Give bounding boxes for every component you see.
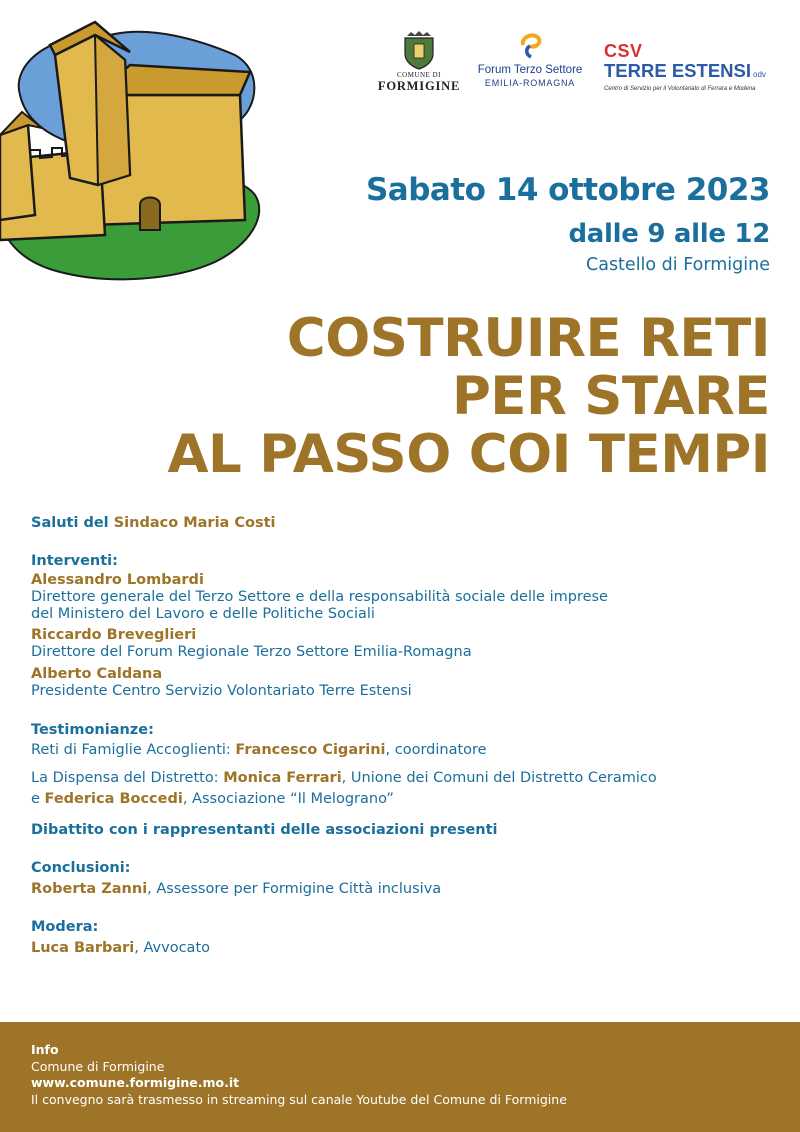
csv-terre-estensi-logo	[604, 42, 794, 92]
forum-line1: Forum Terzo Settore	[477, 64, 583, 76]
testimony-suffix: , Unione dei Comuni del Distretto Ceramico	[341, 770, 657, 786]
testimony-name: Francesco Cigarini	[235, 742, 386, 758]
forum-swirl-icon	[513, 30, 547, 60]
footer-url-link[interactable]: www.comune.formigine.mo.it	[31, 1075, 240, 1090]
testimony-line	[31, 742, 781, 759]
castle-illustration	[0, 0, 270, 285]
testimony-prefix: La Dispensa del Distretto:	[31, 770, 224, 786]
footer-comune: Comune di Formigine	[31, 1058, 165, 1074]
program	[31, 515, 781, 957]
csv-subtitle: Centro di Servizio per il Volontariato di Ferrara e Modena	[604, 86, 756, 92]
csv-label: CSV	[604, 41, 643, 61]
footer-info-label: Info	[31, 1042, 59, 1057]
speaker-name: Alessandro Lombardi	[31, 572, 204, 588]
dibattito-line: Dibattito con i rappresentanti delle associazioni presenti	[31, 822, 498, 838]
event-time: dalle 9 alle 12	[568, 219, 770, 249]
saluti-name: Sindaco Maria Costi	[113, 515, 276, 531]
interventi-heading: Interventi:	[31, 553, 118, 569]
forum-line2: EMILIA-ROMAGNA	[484, 78, 576, 88]
saluti-line	[31, 515, 781, 532]
testimony-line	[31, 770, 781, 787]
title-line-3: AL PASSO COI TEMPI	[167, 424, 770, 485]
speaker-role: Direttore generale del Terzo Settore e della responsabilità sociale delle imprese	[31, 589, 608, 605]
footer-streaming-note: Il convegno sarà trasmesso in streaming sul canale Youtube del Comune di Formigine	[31, 1091, 567, 1107]
modera-suffix: , Avvocato	[134, 940, 211, 956]
event-venue: Castello di Formigine	[586, 255, 770, 275]
formigine-big-label: FORMIGINE	[377, 79, 461, 93]
event-info	[366, 168, 770, 278]
speaker-role: del Ministero del Lavoro e delle Politiche Sociali	[31, 606, 375, 622]
speaker-role: Direttore del Forum Regionale Terzo Settore Emilia-Romagna	[31, 644, 472, 660]
comune-formigine-logo	[374, 30, 464, 94]
testimony-prefix: e	[31, 791, 45, 807]
speaker-name: Riccardo Breveglieri	[31, 627, 197, 643]
event-date: Sabato 14 ottobre 2023	[365, 172, 770, 208]
formigine-small-label: COMUNE DI	[397, 71, 441, 79]
conclusioni-suffix: , Assessore per Formigine Città inclusiva	[147, 881, 442, 897]
crest-icon	[401, 30, 437, 70]
conclusioni-heading: Conclusioni:	[31, 860, 131, 876]
forum-terzo-settore-logo	[470, 30, 590, 88]
testimony-prefix: Reti di Famiglie Accoglienti:	[31, 742, 236, 758]
modera-heading: Modera:	[31, 919, 99, 935]
modera-name: Luca Barbari	[31, 940, 135, 956]
speaker-role: Presidente Centro Servizio Volontariato Terre Estensi	[31, 683, 412, 699]
title-line-2: PER STARE	[451, 366, 770, 427]
terre-estensi-label: TERRE ESTENSI	[604, 60, 751, 81]
testimony-suffix: , coordinatore	[385, 742, 487, 758]
page-title	[168, 310, 771, 484]
testimony-name: Federica Boccedi	[44, 791, 183, 807]
title-line-1: COSTRUIRE RETI	[286, 308, 770, 369]
conclusioni-name: Roberta Zanni	[31, 881, 148, 897]
testimonianze-heading: Testimonianze:	[31, 722, 154, 738]
saluti-prefix: Saluti del	[31, 515, 114, 531]
testimony-suffix: , Associazione “Il Melograno”	[182, 791, 394, 807]
speaker-name: Alberto Caldana	[31, 666, 163, 682]
footer	[0, 1022, 800, 1132]
testimony-name: Monica Ferrari	[223, 770, 342, 786]
odv-label: odv	[753, 70, 766, 79]
testimony-line	[31, 791, 781, 808]
conclusioni-line	[31, 881, 781, 898]
modera-line	[31, 940, 781, 957]
